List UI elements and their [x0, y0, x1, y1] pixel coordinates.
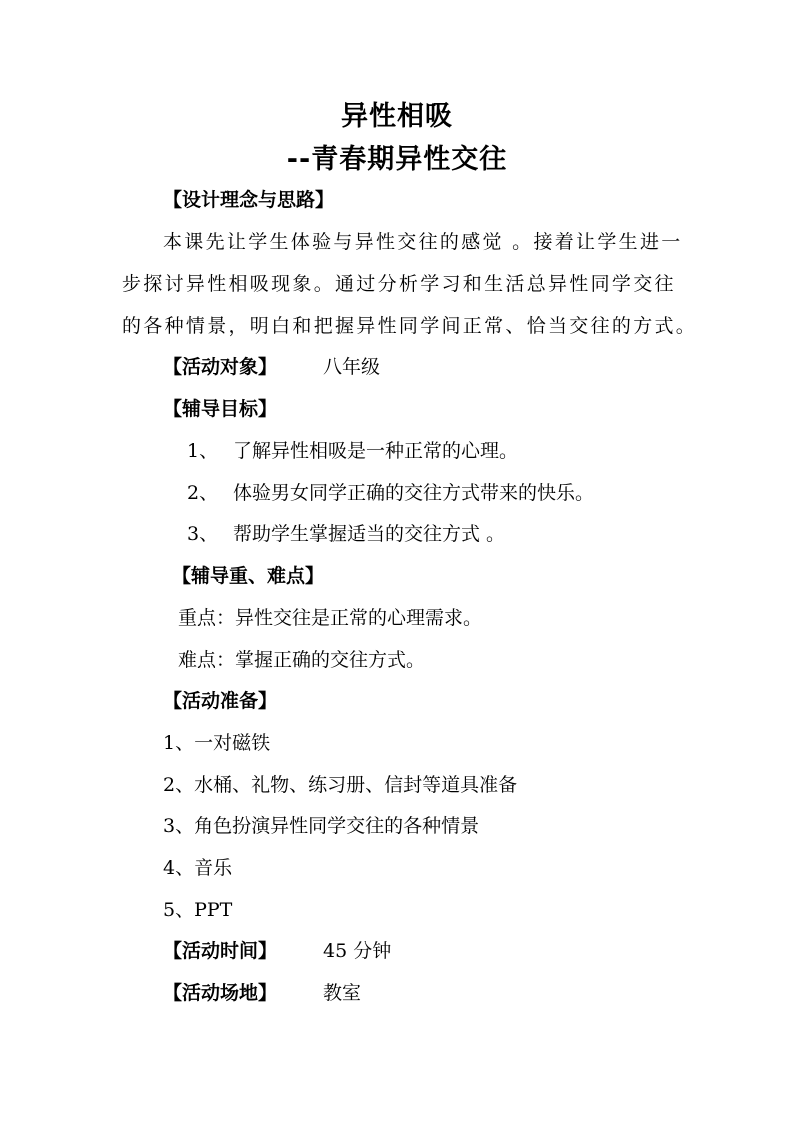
goal-text: 帮助学生掌握适当的交往方式 。 — [233, 523, 506, 545]
preparation-item: 5、PPT — [163, 899, 233, 921]
venue-value: 教室 — [323, 982, 362, 1004]
goal-number: 3、 — [187, 523, 219, 545]
preparation-heading: 【活动准备】 — [163, 690, 278, 712]
preparation-item: 1、一对磁铁 — [163, 732, 271, 754]
goal-number: 1、 — [187, 440, 219, 462]
design-line-1: 本课先让学生体验与异性交往的感觉 。接着让学生进一 — [163, 231, 683, 253]
document-subtitle: --青春期异性交往 — [286, 144, 508, 175]
document-title: 异性相吸 — [341, 101, 453, 132]
goal-text: 了解异性相吸是一种正常的心理。 — [233, 440, 519, 462]
key-points-heading: 【辅导重、难点】 — [172, 565, 325, 587]
focus-line: 重点：异性交往是正常的心理需求。 — [178, 607, 483, 629]
goal-item — [187, 480, 594, 506]
time-value: 45 分钟 — [323, 940, 392, 962]
goal-item — [187, 438, 518, 464]
venue-heading: 【活动场地】 — [163, 982, 278, 1004]
goal-number: 2、 — [187, 482, 219, 504]
preparation-item: 2、水桶、礼物、练习册、信封等道具准备 — [163, 774, 518, 796]
target-heading: 【活动对象】 — [163, 356, 278, 378]
time-heading: 【活动时间】 — [163, 940, 278, 962]
target-value: 八年级 — [323, 356, 381, 378]
design-line-3: 的各种情景，明白和把握异性同学间正常、恰当交往的方式。 — [122, 315, 698, 337]
design-line-2: 步探讨异性相吸现象。通过分析学习和生活总异性同学交往 — [122, 273, 676, 295]
goal-text: 体验男女同学正确的交往方式带来的快乐。 — [233, 482, 595, 504]
goals-heading: 【辅导目标】 — [163, 398, 278, 420]
design-heading: 【设计理念与思路】 — [163, 189, 335, 211]
goal-item — [187, 521, 505, 547]
difficulty-line: 难点：掌握正确的交往方式。 — [178, 649, 426, 671]
preparation-item: 3、角色扮演异性同学交往的各种情景 — [163, 815, 480, 837]
preparation-item: 4、音乐 — [163, 857, 233, 879]
